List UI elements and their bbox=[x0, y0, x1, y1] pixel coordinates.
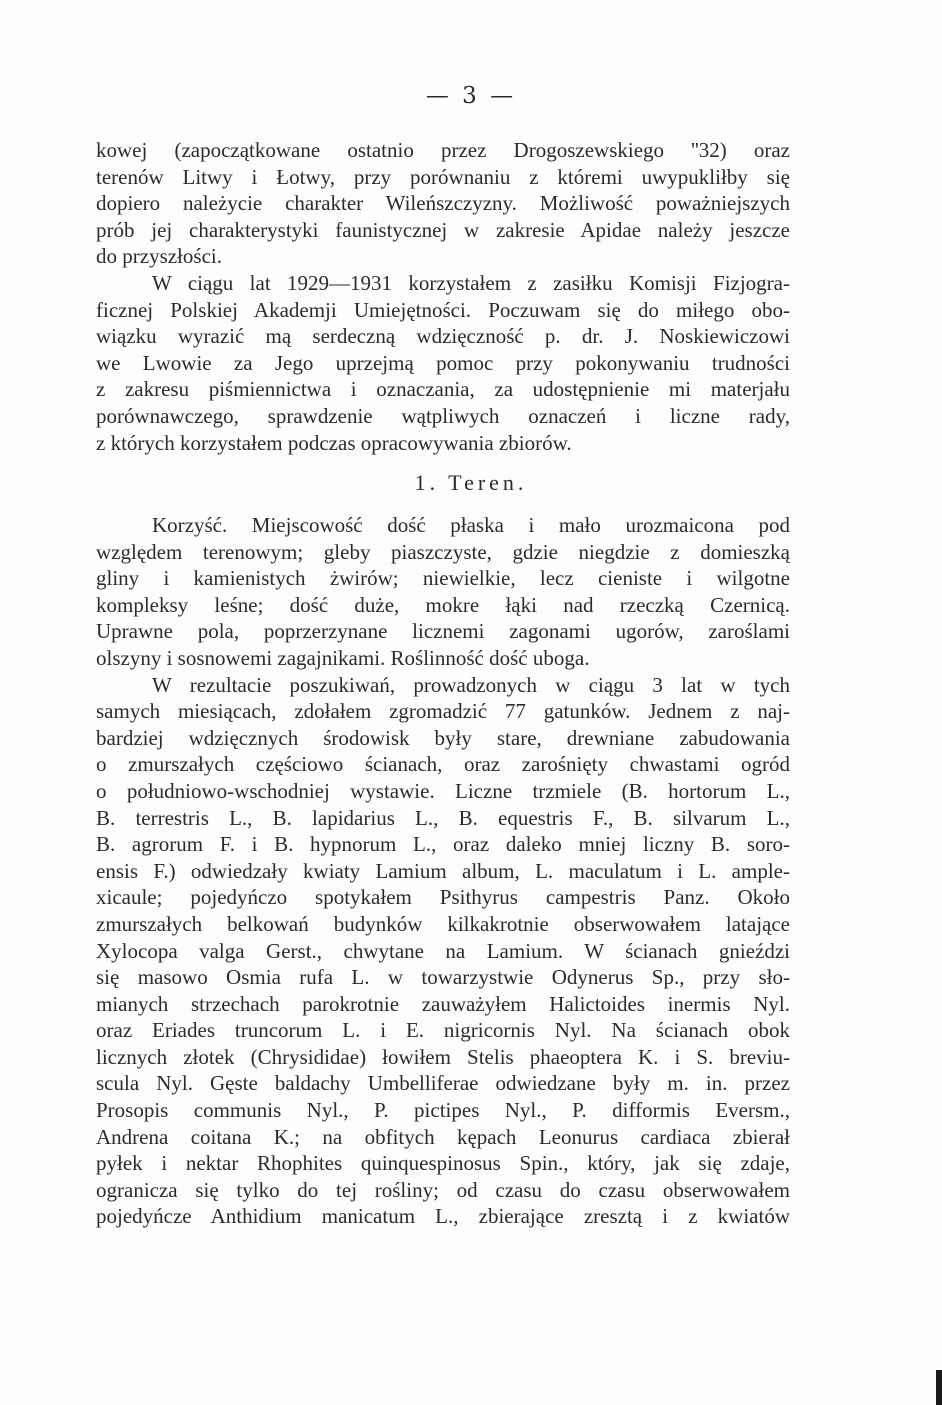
text-line: kowej (zapoczątkowane ostatnio przez Drogoszewskiego ''32) oraz bbox=[96, 138, 790, 162]
scan-edge-shadow bbox=[936, 1370, 942, 1405]
text-line: samych miesiącach, zdołałem zgromadzić 77 gatunków. Jednem z naj- bbox=[96, 699, 790, 724]
text-line: W ciągu lat 1929—1931 korzystałem z zasiłku Komisji Fizjogra- bbox=[152, 270, 790, 295]
text-line: mianych strzechach parokrotnie zauważyłem Halictoides inermis Nyl. bbox=[96, 991, 790, 1016]
text-line: Korzyść. Miejscowość dość płaska i mało urozmaicona pod bbox=[152, 513, 790, 537]
text-line: zmurszałych belkowań budynków kilkakrotnie obserwowałem latające bbox=[96, 911, 790, 936]
text-line: Andrena coitana K.; na obfitych kępach Leonurus cardiaca zbierał bbox=[96, 1124, 790, 1149]
text-line: się masowo Osmia rufa L. w towarzystwie Odynerus Sp., przy sło- bbox=[96, 965, 790, 990]
page-number: — 3 — bbox=[425, 83, 517, 109]
text-line: xicaule; pojedyńczo spotykałem Psithyrus campestris Panz. Około bbox=[96, 885, 790, 910]
text-line: terenów Litwy i Łotwy, przy porównaniu z któremi uwypukliłby się bbox=[96, 164, 790, 189]
text-line: Prosopis communis Nyl., P. pictipes Nyl., P. difformis Eversm., bbox=[96, 1098, 790, 1123]
section-heading: 1. Teren. bbox=[414, 470, 528, 495]
text-line: o zmurszałych częściowo ścianach, oraz zarośnięty chwastami ogród bbox=[96, 752, 790, 777]
text-line: porównawczego, sprawdzenie wątpliwych oznaczeń i liczne rady, bbox=[96, 403, 790, 428]
text-line: we Lwowie za Jego uprzejmą pomoc przy pokonywaniu trudności bbox=[96, 350, 790, 375]
text-line: wiązku wyrazić mą serdeczną wdzięczność p. dr. J. Noskiewiczowi bbox=[96, 324, 790, 349]
text-line: scula Nyl. Gęste baldachy Umbelliferae odwiedzane były m. in. przez bbox=[96, 1071, 790, 1096]
text-line: pyłek i nektar Rhophites quinquespinosus Spin., który, jak się zdaje, bbox=[96, 1151, 790, 1176]
text-line: dopiero należycie charakter Wileńszczyzny. Możliwość poważniejszych bbox=[96, 191, 790, 216]
text-line: Uprawne pola, poprzerzynane licznemi zagonami ugorów, zaroślami bbox=[96, 619, 790, 644]
text-line: ogranicza się tylko do tej rośliny; od czasu do czasu obserwowałem bbox=[96, 1177, 790, 1202]
text-line: do przyszłości. bbox=[96, 244, 222, 269]
text-line: z których korzystałem podczas opracowywania zbiorów. bbox=[96, 430, 572, 455]
text-line: oraz Eriades truncorum L. i E. nigricornis Nyl. Na ścianach obok bbox=[96, 1018, 790, 1043]
text-line: bardziej wdzięcznych środowisk były stare, drewniane zabudowania bbox=[96, 725, 790, 750]
text-line: o południowo-wschodniej wystawie. Liczne trzmiele (B. hortorum L., bbox=[96, 778, 790, 803]
text-line: z zakresu piśmiennictwa i oznaczania, za udostępnienie mi materjału bbox=[96, 377, 790, 402]
intro-paragraphs bbox=[96, 137, 790, 456]
text-line: olszyny i sosnowemi zagajnikami. Roślinność dość uboga. bbox=[96, 645, 590, 670]
section-body bbox=[96, 512, 790, 1230]
text-line: ficznej Polskiej Akademji Umiejętności. Poczuwam się do miłego obo- bbox=[96, 297, 790, 322]
text-line: B. terrestris L., B. lapidarius L., B. equestris F., B. silvarum L., bbox=[96, 805, 790, 830]
text-line: Xylocopa valga Gerst., chwytane na Lamium. W ścianach gnieździ bbox=[96, 938, 790, 963]
text-line: ensis F.) odwiedzały kwiaty Lamium album, L. maculatum i L. ample- bbox=[96, 858, 790, 883]
text-line: B. agrorum F. i B. hypnorum L., oraz daleko mniej liczny B. soro- bbox=[96, 832, 790, 857]
text-line: W rezultacie poszukiwań, prowadzonych w ciągu 3 lat w tych bbox=[152, 672, 790, 697]
text-line: pojedyńcze Anthidium manicatum L., zbierające zresztą i z kwiatów bbox=[96, 1204, 790, 1229]
text-line: gliny i kamienistych żwirów; niewielkie, lecz cieniste i wilgotne bbox=[96, 566, 790, 591]
text-line: względem terenowym; gleby piaszczyste, gdzie niegdzie z domieszką bbox=[96, 539, 790, 564]
text-line: kompleksy leśne; dość duże, mokre łąki nad rzeczką Czernicą. bbox=[96, 592, 790, 617]
text-line: prób jej charakterystyki faunistycznej w zakresie Apidae należy jeszcze bbox=[96, 217, 790, 242]
text-line: licznych złotek (Chrysididae) łowiłem Stelis phaeoptera K. i S. breviu- bbox=[96, 1044, 790, 1069]
